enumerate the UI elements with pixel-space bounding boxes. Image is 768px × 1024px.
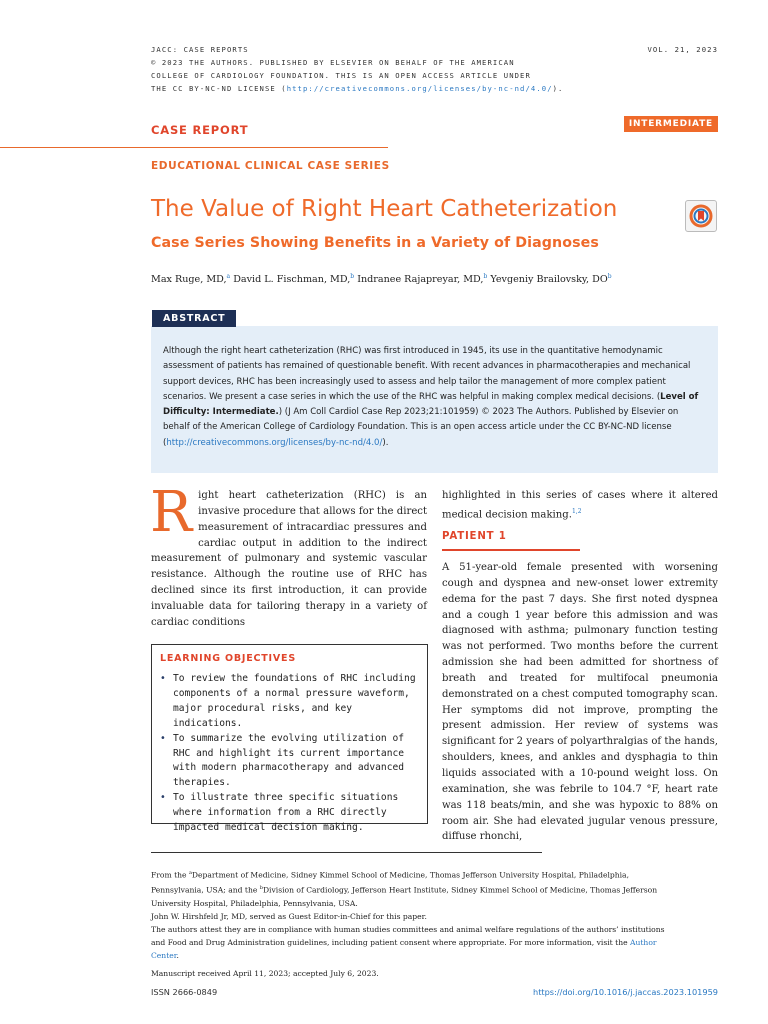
copyright-line-1: © 2023 THE AUTHORS. PUBLISHED BY ELSEVIER ON BEHALF OF THE AMERICAN — [151, 58, 515, 67]
abstract-text: Although the right heart catheterization (RHC) was first introduced in 1945, its use in the quantitative hemodynamic assessment of patients has remained of questionable benefit. With recent advances in pharmacotherapies and mechanical support devices, RHC has been increasingly used to assess and help tailor the management of more complex patient scenarios. We present a case series in which the use of the RHC was helpful in making complex medical decisions. ( — [163, 346, 691, 402]
patient-heading: PATIENT 1 — [442, 531, 507, 542]
author: Yevgeniy Brailovsky, DO — [490, 274, 608, 286]
author: David L. Fischman, MD, — [233, 274, 351, 286]
journal-header — [151, 43, 671, 95]
list-item: • To summarize the evolving utilization of RHC and highlight its current importance with modern pharmacotherapy and advanced therapies. — [160, 732, 419, 792]
author-list — [151, 273, 612, 285]
patient-heading-rule — [442, 549, 580, 551]
list-item: • To illustrate three specific situations where information from a RHC directly impacted medical decision making. — [160, 791, 419, 836]
patient-paragraph: A 51-year-old female presented with worsening cough and dyspnea and new-onset lower extremity edema for the past 7 days. She first noted dyspnea and a cough 1 year before this admission and was diagnosed with asthma; pulmonary function testing was not performed. Two months before the current admission she had been admitted for shortness of breath and treated for multifocal pneumonia demonstrated on a chest computed tomography scan. Her symptoms did not improve, prompting the present admission. Her review of systems was significant for 2 years of polyarthralgias of the hands, shoulders, knees, and ankles and dysphagia to thin liquids associated with a 10-pound weight loss. On examination, she was febrile to 104.7 °F, heart rate was 118 beats/min, and she was hypoxic to 88% on room air. She had elevated jugular venous pressure, diffuse rhonchi, — [442, 562, 718, 843]
continuation-paragraph — [442, 488, 718, 523]
bookmark-ring-icon — [686, 201, 716, 231]
drop-cap: R — [150, 480, 193, 545]
doi-link[interactable]: https://doi.org/10.1016/j.jaccas.2023.101959 — [533, 987, 718, 997]
learning-objectives-title: LEARNING OBJECTIVES — [160, 653, 296, 664]
difficulty-badge: INTERMEDIATE — [624, 116, 718, 132]
learning-objectives-box — [151, 644, 428, 834]
difficulty-label: Level of Difficulty: Intermediate. — [163, 391, 699, 418]
affiliations: From the $^a$Department of Medicine, Sidney Kimmel School of Medicine, Thomas Jefferson University Hospital, Philadelphia, Pennsylvania, USA; and the $^b$Division of Cardiology, Jefferson Heart Institute, Sidney Kimmel School of Medicine, Thomas Jefferson University Hospital, Philadelphia, Pennsylvania, USA. — [151, 870, 658, 908]
footnotes — [151, 867, 671, 981]
check-for-updates-icon[interactable] — [685, 200, 717, 232]
author-affiliation[interactable]: b — [483, 273, 488, 280]
journal-name: JACC: CASE REPORTS — [151, 45, 249, 54]
abstract-tab: ABSTRACT — [152, 310, 236, 327]
volume-label: VOL. 21, 2023 — [647, 45, 718, 54]
manuscript-dates: Manuscript received April 11, 2023; accepted July 6, 2023. — [151, 969, 379, 979]
continuation-text: highlighted in this series of cases where it altered medical decision making. — [442, 490, 718, 521]
article-type-rule — [0, 147, 388, 148]
author: Indranee Rajapreyar, MD, — [357, 274, 484, 286]
author-affiliation[interactable]: a — [226, 273, 231, 280]
article-type: CASE REPORT — [151, 123, 249, 137]
author-center-link[interactable]: Author Center — [151, 937, 657, 960]
abstract-license-link[interactable]: http://creativecommons.org/licenses/by-nc-nd/4.0/ — [166, 437, 383, 448]
footnote-rule — [151, 852, 542, 853]
copyright-line-3: THE CC BY-NC-ND LICENSE (http://creativecommons.org/licenses/by-nc-nd/4.0/). — [151, 84, 564, 93]
author: Max Ruge, MD, — [151, 274, 227, 286]
issn: ISSN 2666-0849 — [151, 987, 218, 997]
compliance-note: The authors attest they are in compliance with human studies committees and animal welfare regulations of the authors’ institutions and Food and Drug Administration guidelines, including patient consent where appropriate. For more information, visit the Author Center. — [151, 924, 665, 960]
intro-text: ight heart catheterization (RHC) is an invasive procedure that allows for the direct measurement of intracardiac pressures and cardiac output in addition to the indirect measurement of pulmonary and systemic vascular resistance. Although the routine use of RHC has declined since its first introduction, it can provide invaluable data for tailoring therapy in a variety of cardiac conditions — [151, 490, 427, 628]
article-title: The Value of Right Heart Catheterization — [151, 196, 618, 222]
guest-editor-note: John W. Hirshfeld Jr, MD, served as Guest Editor-in-Chief for this paper. — [151, 911, 427, 921]
intro-paragraph — [150, 480, 427, 631]
learning-objectives-list — [160, 672, 419, 836]
article-subtitle: Case Series Showing Benefits in a Variety of Diagnoses — [151, 235, 599, 251]
series-label: EDUCATIONAL CLINICAL CASE SERIES — [151, 160, 390, 172]
copyright-line-2: COLLEGE OF CARDIOLOGY FOUNDATION. THIS IS AN OPEN ACCESS ARTICLE UNDER — [151, 71, 531, 80]
list-item: • To review the foundations of RHC including components of a normal pressure waveform, major procedural risks, and key indications. — [160, 672, 419, 732]
abstract-citation: ) (J Am Coll Cardiol Case Rep 2023;21:101959) © 2023 The Authors. Published by Elsevier on behalf of the American College of Cardiology Foundation. This is an open access article under the CC BY-NC-ND license ( — [163, 407, 679, 448]
reference-link[interactable]: 1,2 — [571, 507, 582, 515]
author-affiliation[interactable]: b — [607, 273, 612, 280]
abstract-box: Although the right heart catheterization (RHC) was first introduced in 1945, its use in the quantitative hemodynamic assessment of patients has remained of questionable benefit. With recent advances in pharmacotherapies and mechanical support devices, RHC has been increasingly used to assess and help tailor the management of more complex patient scenarios. We present a case series in which the use of the RHC was helpful in making complex medical decisions. (Level of Difficulty: Intermediate.) (J Am Coll Cardiol Case Rep 2023;21:101959) © 2023 The Authors. Published by Elsevier on behalf of the American College of Cardiology Foundation. This is an open access article under the CC BY-NC-ND license (http://creativecommons.org/licenses/by-nc-nd/4.0/). — [151, 326, 718, 473]
author-affiliation[interactable]: b — [350, 273, 355, 280]
license-link[interactable]: http://creativecommons.org/licenses/by-nc-nd/4.0/ — [286, 84, 553, 93]
